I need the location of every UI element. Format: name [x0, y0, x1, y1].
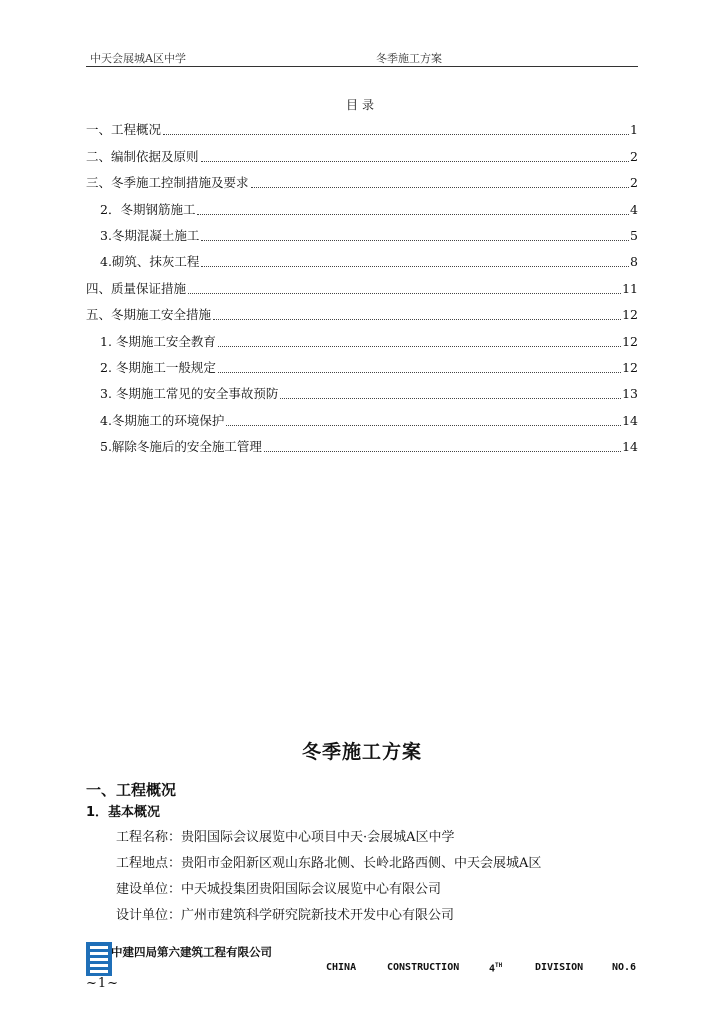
toc-entry-label: 四、质量保证措施	[86, 280, 187, 296]
toc-entry-label: 3. 冬期施工常见的安全事故预防	[100, 386, 279, 402]
section-heading: 一、工程概况	[86, 781, 177, 799]
toc-entry[interactable]	[86, 246, 638, 272]
toc-entry-page: 12	[622, 333, 638, 349]
toc-leader	[280, 397, 621, 399]
footer-en-4th	[489, 962, 502, 974]
toc-entry-label: 4.砌筑、抹灰工程	[100, 254, 200, 270]
toc-entry[interactable]	[86, 272, 638, 298]
designer-line: 设计单位：广州市建筑科学研究院新技术开发中心有限公司	[116, 908, 455, 923]
toc-entry-label: 三、冬季施工控制措施及要求	[86, 175, 249, 191]
toc-leader	[226, 424, 621, 426]
footer-en-division: DIVISION	[535, 962, 584, 973]
toc-entry-page: 2	[630, 175, 638, 191]
toc-entry-page: 5	[630, 227, 638, 243]
toc-leader	[163, 133, 629, 135]
toc-entry-page: 14	[622, 439, 638, 455]
project-location-line: 工程地点：贵阳市金阳新区观山东路北侧、长岭北路西侧、中天会展城A区	[116, 856, 542, 871]
header-doc-title: 冬季施工方案	[376, 52, 442, 65]
toc-entry-label: 5.解除冬施后的安全施工管理	[100, 439, 262, 455]
toc-entry-page: 11	[622, 280, 638, 296]
footer-en-china: CHINA	[326, 962, 357, 973]
footer-en-no: NO.6	[612, 962, 637, 973]
toc-leader	[251, 186, 629, 188]
footer-en-th: TH	[495, 962, 503, 969]
toc-leader	[201, 160, 629, 162]
toc-entry[interactable]	[86, 431, 638, 457]
toc-entry-page: 13	[622, 386, 638, 402]
toc-entry-page: 8	[630, 254, 638, 270]
toc-entry[interactable]	[86, 378, 638, 404]
toc-entry-label: 2．冬期钢筋施工	[100, 201, 196, 217]
project-name-line: 工程名称：贵阳国际会议展览中心项目中天·会展城A区中学	[116, 830, 455, 845]
toc-entry[interactable]	[86, 325, 638, 351]
toc-entry[interactable]	[86, 404, 638, 430]
toc-entry-label: 4.冬期施工的环境保护	[100, 412, 225, 428]
toc-entry-label: 二、编制依据及原则	[86, 148, 199, 164]
toc-entry-page: 14	[622, 412, 638, 428]
document-title: 冬季施工方案	[301, 741, 422, 763]
page-header	[86, 48, 638, 67]
toc-entry[interactable]	[86, 220, 638, 246]
toc-entry-label: 1. 冬期施工安全教育	[100, 333, 216, 349]
footer-en-construction: CONSTRUCTION	[387, 962, 460, 973]
toc-leader	[264, 450, 621, 452]
toc-entry[interactable]	[86, 352, 638, 378]
toc-title: 目录	[345, 98, 378, 112]
client-line: 建设单位：中天城投集团贵阳国际会议展览中心有限公司	[116, 882, 442, 897]
toc-entry[interactable]	[86, 167, 638, 193]
table-of-contents	[86, 114, 638, 457]
company-logo-icon	[86, 942, 112, 976]
toc-leader	[218, 371, 621, 373]
toc-entry-page: 12	[622, 307, 638, 323]
toc-leader	[188, 292, 621, 294]
toc-entry-page: 2	[630, 148, 638, 164]
toc-leader	[201, 265, 629, 267]
toc-entry[interactable]	[86, 193, 638, 219]
footer-en-4: 4	[489, 963, 496, 975]
header-project-name: 中天会展城A区中学	[90, 52, 186, 65]
page-number: ~1~	[86, 976, 120, 991]
toc-entry[interactable]	[86, 299, 638, 325]
toc-entry-page: 4	[630, 201, 638, 217]
toc-leader	[218, 345, 621, 347]
toc-entry-label: 3.冬期混凝土施工	[100, 227, 200, 243]
toc-entry[interactable]	[86, 140, 638, 166]
toc-entry-label: 五、冬期施工安全措施	[86, 307, 212, 323]
toc-entry-label: 一、工程概况	[86, 122, 162, 138]
toc-entry-page: 1	[630, 122, 638, 138]
toc-leader	[213, 318, 621, 320]
toc-leader	[197, 213, 629, 215]
footer-company-name: 中建四局第六建筑工程有限公司	[111, 945, 272, 959]
subsection-heading: 1．基本概况	[86, 805, 161, 820]
toc-entry[interactable]	[86, 114, 638, 140]
toc-entry-page: 12	[622, 359, 638, 375]
toc-entry-label: 2. 冬期施工一般规定	[100, 359, 216, 375]
toc-leader	[201, 239, 629, 241]
